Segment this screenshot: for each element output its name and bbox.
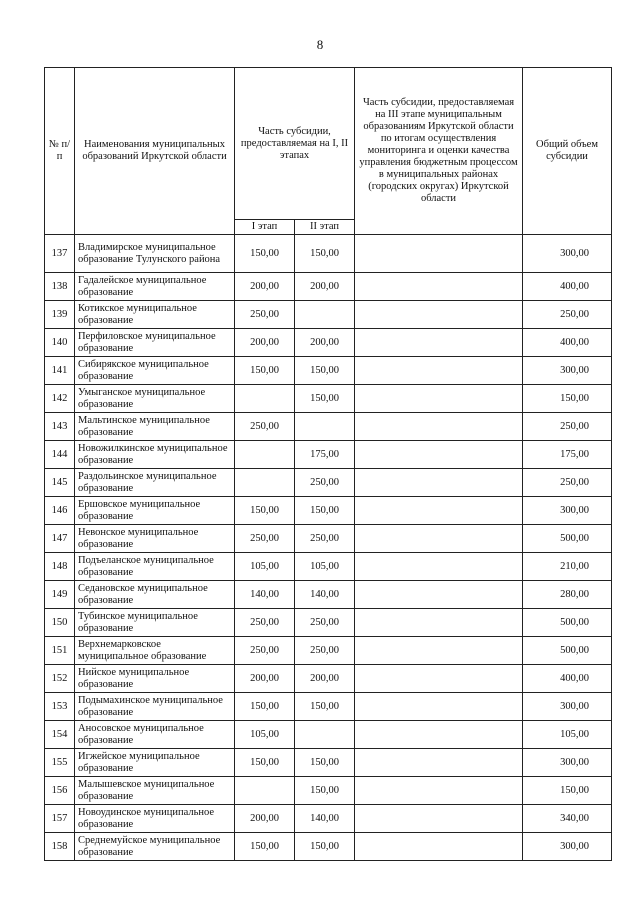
stage-3-amount bbox=[355, 235, 523, 273]
stage-3-amount bbox=[355, 749, 523, 777]
total-amount: 280,00 bbox=[523, 581, 612, 609]
stage-1-amount: 250,00 bbox=[235, 525, 295, 553]
municipality-name: Аносовское муниципальное образование bbox=[75, 721, 235, 749]
stage-1-amount: 250,00 bbox=[235, 301, 295, 329]
stage-2-amount: 200,00 bbox=[295, 273, 355, 301]
municipality-name: Верхнемарковское муниципальное образование bbox=[75, 637, 235, 665]
header-stage-1-2: Часть субсидии, предоставляемая на I, II этапах bbox=[235, 68, 355, 220]
stage-1-amount: 150,00 bbox=[235, 357, 295, 385]
table-row bbox=[45, 805, 612, 833]
stage-1-amount: 250,00 bbox=[235, 609, 295, 637]
stage-1-amount: 105,00 bbox=[235, 553, 295, 581]
header-number: № п/п bbox=[45, 68, 75, 235]
municipality-name: Умыганское муниципальное образование bbox=[75, 385, 235, 413]
municipality-name: Ершовское муниципальное образование bbox=[75, 497, 235, 525]
row-number: 151 bbox=[45, 637, 75, 665]
total-amount: 105,00 bbox=[523, 721, 612, 749]
total-amount: 150,00 bbox=[523, 777, 612, 805]
stage-1-amount: 150,00 bbox=[235, 235, 295, 273]
row-number: 145 bbox=[45, 469, 75, 497]
stage-2-amount: 200,00 bbox=[295, 665, 355, 693]
total-amount: 250,00 bbox=[523, 413, 612, 441]
stage-3-amount bbox=[355, 469, 523, 497]
row-number: 155 bbox=[45, 749, 75, 777]
stage-2-amount: 150,00 bbox=[295, 693, 355, 721]
table-row bbox=[45, 329, 612, 357]
row-number: 140 bbox=[45, 329, 75, 357]
table-row bbox=[45, 609, 612, 637]
stage-3-amount bbox=[355, 833, 523, 861]
stage-1-amount bbox=[235, 469, 295, 497]
stage-2-amount: 150,00 bbox=[295, 385, 355, 413]
municipality-name: Подъеланское муниципальное образование bbox=[75, 553, 235, 581]
row-number: 143 bbox=[45, 413, 75, 441]
stage-3-amount bbox=[355, 301, 523, 329]
table-row bbox=[45, 665, 612, 693]
stage-2-amount: 140,00 bbox=[295, 581, 355, 609]
header-stage-3: Часть субсидии, предоставляемая на III этапе муниципальным образованиям Иркутской области по итогам осуществления мониторинга и оценки качества управления бюджетным процессом в муниципальных районах (городских округах) Иркутской области bbox=[355, 68, 523, 235]
table-row bbox=[45, 749, 612, 777]
row-number: 147 bbox=[45, 525, 75, 553]
row-number: 137 bbox=[45, 235, 75, 273]
table-row bbox=[45, 273, 612, 301]
stage-2-amount: 250,00 bbox=[295, 637, 355, 665]
total-amount: 300,00 bbox=[523, 833, 612, 861]
row-number: 153 bbox=[45, 693, 75, 721]
header-stage-2: II этап bbox=[295, 220, 355, 235]
stage-1-amount: 150,00 bbox=[235, 749, 295, 777]
stage-3-amount bbox=[355, 637, 523, 665]
row-number: 144 bbox=[45, 441, 75, 469]
stage-1-amount: 150,00 bbox=[235, 693, 295, 721]
table-row bbox=[45, 413, 612, 441]
row-number: 156 bbox=[45, 777, 75, 805]
stage-3-amount bbox=[355, 329, 523, 357]
row-number: 154 bbox=[45, 721, 75, 749]
stage-2-amount: 150,00 bbox=[295, 833, 355, 861]
row-number: 141 bbox=[45, 357, 75, 385]
stage-3-amount bbox=[355, 413, 523, 441]
table-row bbox=[45, 235, 612, 273]
stage-3-amount bbox=[355, 581, 523, 609]
header-name: Наименования муниципальных образований Иркутской области bbox=[75, 68, 235, 235]
stage-3-amount bbox=[355, 721, 523, 749]
table-row bbox=[45, 581, 612, 609]
stage-1-amount: 150,00 bbox=[235, 497, 295, 525]
stage-3-amount bbox=[355, 693, 523, 721]
table-row bbox=[45, 777, 612, 805]
stage-2-amount: 200,00 bbox=[295, 329, 355, 357]
municipality-name: Невонское муниципальное образование bbox=[75, 525, 235, 553]
municipality-name: Сибирякское муниципальное образование bbox=[75, 357, 235, 385]
total-amount: 150,00 bbox=[523, 385, 612, 413]
stage-1-amount: 105,00 bbox=[235, 721, 295, 749]
stage-1-amount: 200,00 bbox=[235, 665, 295, 693]
stage-3-amount bbox=[355, 665, 523, 693]
total-amount: 250,00 bbox=[523, 301, 612, 329]
table-row bbox=[45, 525, 612, 553]
header-total: Общий объем субсидии bbox=[523, 68, 612, 235]
total-amount: 500,00 bbox=[523, 525, 612, 553]
stage-2-amount bbox=[295, 413, 355, 441]
stage-1-amount: 140,00 bbox=[235, 581, 295, 609]
table-row bbox=[45, 469, 612, 497]
total-amount: 250,00 bbox=[523, 469, 612, 497]
total-amount: 175,00 bbox=[523, 441, 612, 469]
stage-1-amount: 250,00 bbox=[235, 637, 295, 665]
stage-2-amount: 105,00 bbox=[295, 553, 355, 581]
stage-2-amount: 250,00 bbox=[295, 525, 355, 553]
municipality-name: Котикское муниципальное образование bbox=[75, 301, 235, 329]
stage-2-amount: 140,00 bbox=[295, 805, 355, 833]
stage-3-amount bbox=[355, 553, 523, 581]
stage-2-amount: 175,00 bbox=[295, 441, 355, 469]
row-number: 146 bbox=[45, 497, 75, 525]
row-number: 142 bbox=[45, 385, 75, 413]
stage-2-amount: 250,00 bbox=[295, 609, 355, 637]
total-amount: 300,00 bbox=[523, 693, 612, 721]
stage-2-amount: 150,00 bbox=[295, 357, 355, 385]
total-amount: 500,00 bbox=[523, 609, 612, 637]
table-row bbox=[45, 637, 612, 665]
total-amount: 300,00 bbox=[523, 497, 612, 525]
stage-2-amount: 150,00 bbox=[295, 235, 355, 273]
stage-3-amount bbox=[355, 777, 523, 805]
row-number: 138 bbox=[45, 273, 75, 301]
stage-2-amount: 250,00 bbox=[295, 469, 355, 497]
stage-2-amount: 150,00 bbox=[295, 497, 355, 525]
stage-1-amount: 200,00 bbox=[235, 329, 295, 357]
total-amount: 210,00 bbox=[523, 553, 612, 581]
stage-2-amount bbox=[295, 301, 355, 329]
total-amount: 500,00 bbox=[523, 637, 612, 665]
total-amount: 300,00 bbox=[523, 749, 612, 777]
municipality-name: Игжейское муниципальное образование bbox=[75, 749, 235, 777]
municipality-name: Нийское муниципальное образование bbox=[75, 665, 235, 693]
municipality-name: Тубинское муниципальное образование bbox=[75, 609, 235, 637]
municipality-name: Малышевское муниципальное образование bbox=[75, 777, 235, 805]
total-amount: 300,00 bbox=[523, 235, 612, 273]
table-row bbox=[45, 497, 612, 525]
table-row bbox=[45, 357, 612, 385]
municipality-name: Новоудинское муниципальное образование bbox=[75, 805, 235, 833]
subsidy-table bbox=[44, 67, 612, 861]
row-number: 139 bbox=[45, 301, 75, 329]
table-row bbox=[45, 441, 612, 469]
stage-2-amount: 150,00 bbox=[295, 777, 355, 805]
stage-1-amount: 250,00 bbox=[235, 413, 295, 441]
stage-3-amount bbox=[355, 385, 523, 413]
municipality-name: Перфиловское муниципальное образование bbox=[75, 329, 235, 357]
row-number: 150 bbox=[45, 609, 75, 637]
stage-1-amount bbox=[235, 777, 295, 805]
stage-3-amount bbox=[355, 441, 523, 469]
total-amount: 340,00 bbox=[523, 805, 612, 833]
table-row bbox=[45, 301, 612, 329]
table-row bbox=[45, 833, 612, 861]
stage-2-amount bbox=[295, 721, 355, 749]
total-amount: 300,00 bbox=[523, 357, 612, 385]
stage-2-amount: 150,00 bbox=[295, 749, 355, 777]
stage-3-amount bbox=[355, 357, 523, 385]
total-amount: 400,00 bbox=[523, 329, 612, 357]
table-row bbox=[45, 553, 612, 581]
row-number: 152 bbox=[45, 665, 75, 693]
table-row bbox=[45, 721, 612, 749]
stage-1-amount bbox=[235, 385, 295, 413]
municipality-name: Владимирское муниципальное образование Тулунского района bbox=[75, 235, 235, 273]
municipality-name: Седановское муниципальное образование bbox=[75, 581, 235, 609]
stage-1-amount bbox=[235, 441, 295, 469]
stage-3-amount bbox=[355, 273, 523, 301]
municipality-name: Подымахинское муниципальное образование bbox=[75, 693, 235, 721]
row-number: 148 bbox=[45, 553, 75, 581]
total-amount: 400,00 bbox=[523, 273, 612, 301]
stage-1-amount: 150,00 bbox=[235, 833, 295, 861]
row-number: 149 bbox=[45, 581, 75, 609]
row-number: 158 bbox=[45, 833, 75, 861]
municipality-name: Раздольинское муниципальное образование bbox=[75, 469, 235, 497]
stage-1-amount: 200,00 bbox=[235, 805, 295, 833]
stage-1-amount: 200,00 bbox=[235, 273, 295, 301]
stage-3-amount bbox=[355, 525, 523, 553]
stage-3-amount bbox=[355, 609, 523, 637]
row-number: 157 bbox=[45, 805, 75, 833]
stage-3-amount bbox=[355, 805, 523, 833]
municipality-name: Мальтинское муниципальное образование bbox=[75, 413, 235, 441]
total-amount: 400,00 bbox=[523, 665, 612, 693]
municipality-name: Новожилкинское муниципальное образование bbox=[75, 441, 235, 469]
page-number: 8 bbox=[316, 37, 324, 52]
table-row bbox=[45, 693, 612, 721]
municipality-name: Среднемуйское муниципальное образование bbox=[75, 833, 235, 861]
municipality-name: Гадалейское муниципальное образование bbox=[75, 273, 235, 301]
header-stage-1: I этап bbox=[235, 220, 295, 235]
table-row bbox=[45, 385, 612, 413]
stage-3-amount bbox=[355, 497, 523, 525]
